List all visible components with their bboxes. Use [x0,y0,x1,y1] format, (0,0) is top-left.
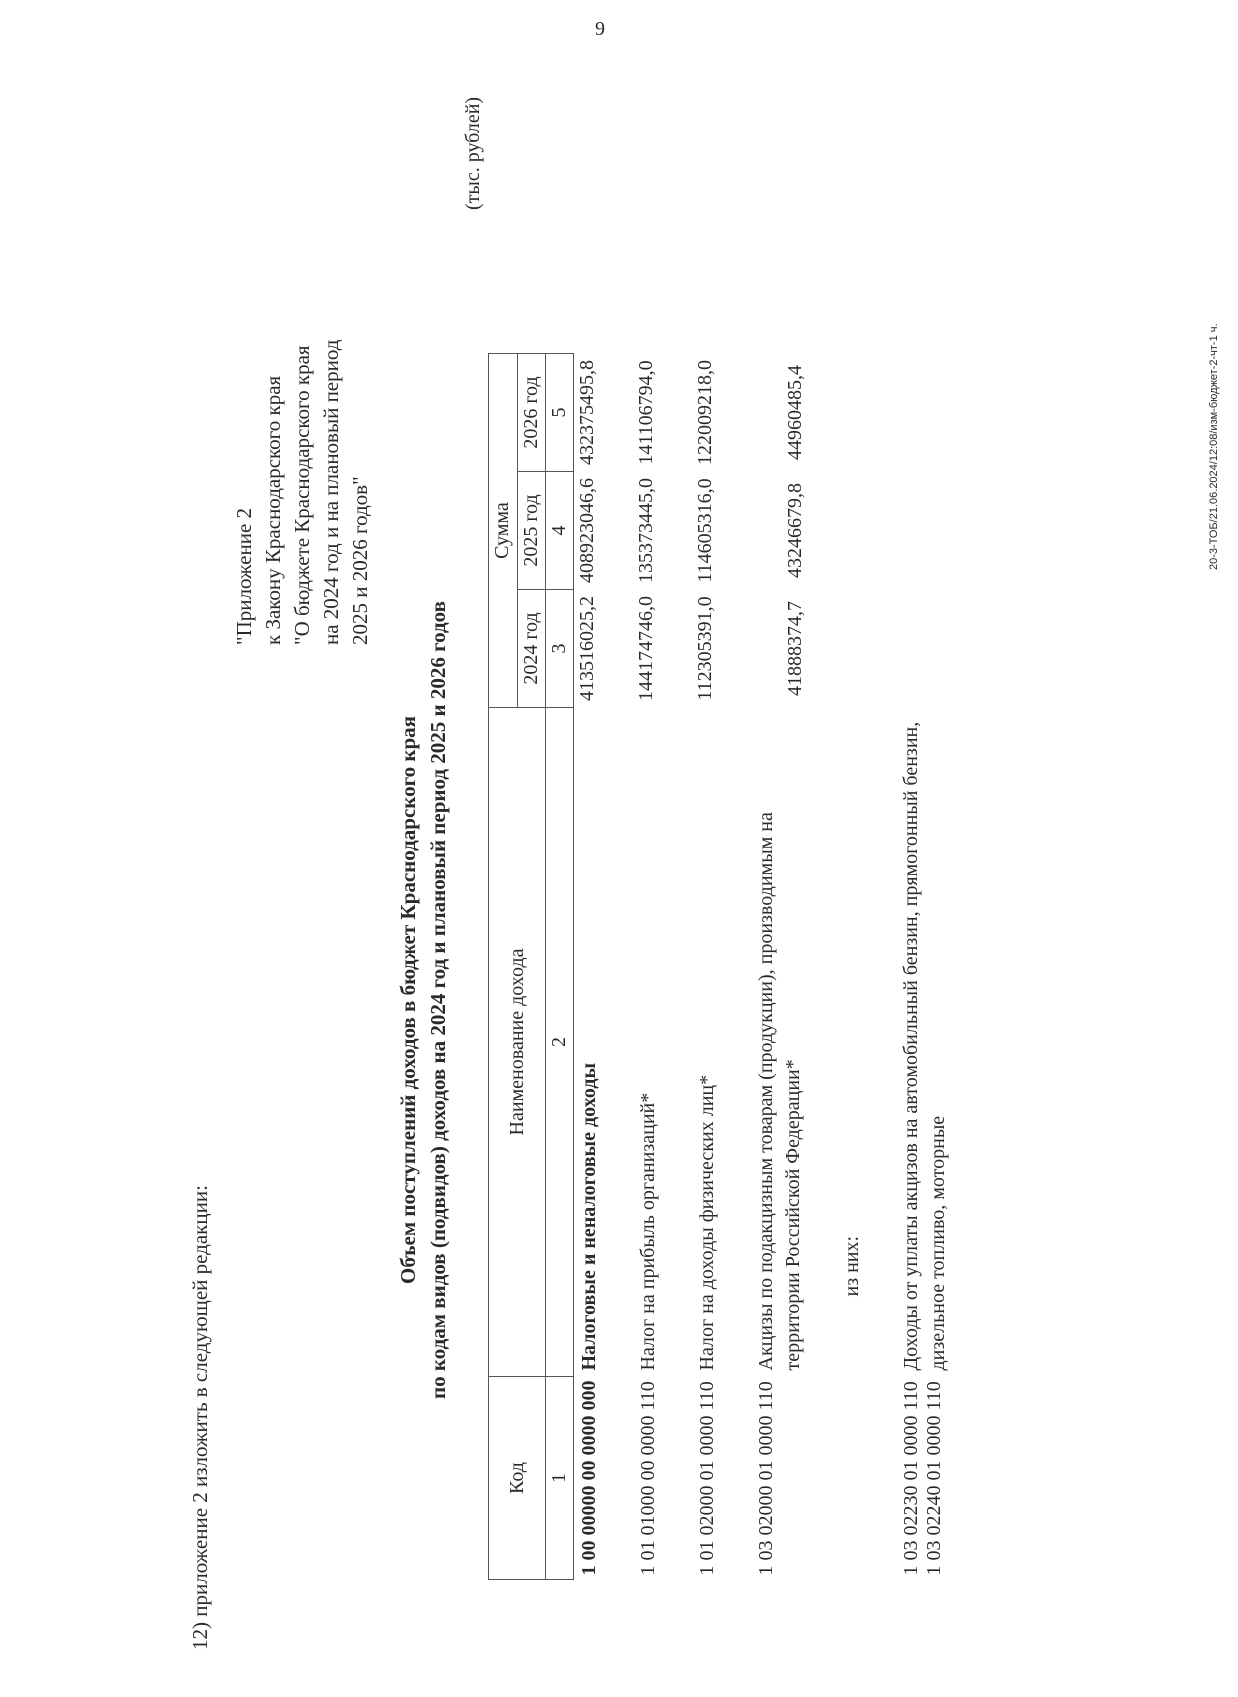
row-value-2024: 144174746,0 [635,596,657,701]
row-code: 1 01 01000 00 0000 110 [637,1381,659,1576]
row-value-2025: 135373445,0 [635,478,657,583]
rotated-page-content [148,90,1238,1650]
table-row [692,354,723,1580]
page-number: 9 [595,18,605,40]
appendix-line: "Приложение 2 [232,507,256,645]
table-row [751,354,809,1580]
row-name: Налоговые и неналоговые доходы [574,708,606,1377]
header-name: Наименование дохода [489,708,546,1377]
header-col-number: 5 [546,354,574,472]
intro-text: 12) приложение 2 изложить в следующей редакции: [188,1185,212,1650]
table-row [574,354,606,1580]
header-code: Код [489,1377,546,1580]
header-2024: 2024 год [517,590,546,708]
document-title [393,350,453,1650]
row-value-2024: 112305391,0 [694,596,716,701]
row-value-2025: 43246679,8 [784,483,806,578]
header-sum: Сумма [489,354,518,708]
row-code: 1 01 02000 01 0000 110 [696,1381,718,1576]
header-col-number: 3 [546,590,574,708]
appendix-header [230,340,375,645]
header-2026: 2026 год [517,354,546,472]
appendix-line: к Закону Краснодарского края [261,375,285,645]
row-code: 1 00 00000 00 0000 000 [574,1377,606,1580]
header-col-number: 4 [546,472,574,590]
row-code-line: 1 03 02230 01 0000 110 [900,1381,922,1576]
row-value-2025: 408923046,6 [574,472,606,590]
row-code-line: 1 03 02240 01 0000 110 [923,1381,945,1576]
row-code: 1 03 02000 01 0000 110 [755,1381,777,1576]
appendix-line: 2025 и 2026 годов" [348,476,372,645]
appendix-line: "О бюджете Краснодарского края [290,345,314,645]
row-value-2025: 114605316,0 [694,478,716,583]
row-name: Налог на прибыль организаций* [637,1092,659,1371]
header-2025: 2025 год [517,472,546,590]
row-value-2026: 432375495,8 [574,354,606,472]
footer-code: 20-3-ТОБ/21.06.2024/12:08/изм-бюджет-2-чт-1 ч. [1208,323,1220,570]
row-value-2026: 44960485,4 [784,365,806,460]
row-value-2026: 141106794,0 [635,360,657,465]
row-value-2026: 122009218,0 [694,360,716,465]
row-name: из них: [841,1235,863,1297]
row-value-2024: 41888374,7 [784,601,806,696]
appendix-line: на 2024 год и на плановый период [319,339,343,645]
revenue-table [488,353,954,1580]
unit-label: (тыс. рублей) [462,96,484,210]
row-name: Доходы от уплаты акцизов на автомобильный бензин, прямогонный бензин, дизельное топливо, моторные [900,721,949,1371]
row-value-2024: 413516025,2 [574,590,606,708]
table-row [633,354,664,1580]
header-col-number: 2 [546,708,574,1377]
row-name: Акцизы по подакцизным товарам (продукции), производимым на территории Российской Федерации* [755,812,804,1371]
row-name: Налог на доходы физических лиц* [696,1074,718,1371]
title-line-2: по кодам видов (подвидов) доходов на 2024 год и плановый период 2025 и 2026 годов [426,601,450,1399]
table-row [896,354,954,1580]
header-col-number: 1 [546,1377,574,1580]
title-line-1: Объем поступлений доходов в бюджет Краснодарского края [396,716,420,1284]
table-row [837,354,868,1580]
row-code [837,1377,868,1580]
row-code [896,1377,954,1580]
